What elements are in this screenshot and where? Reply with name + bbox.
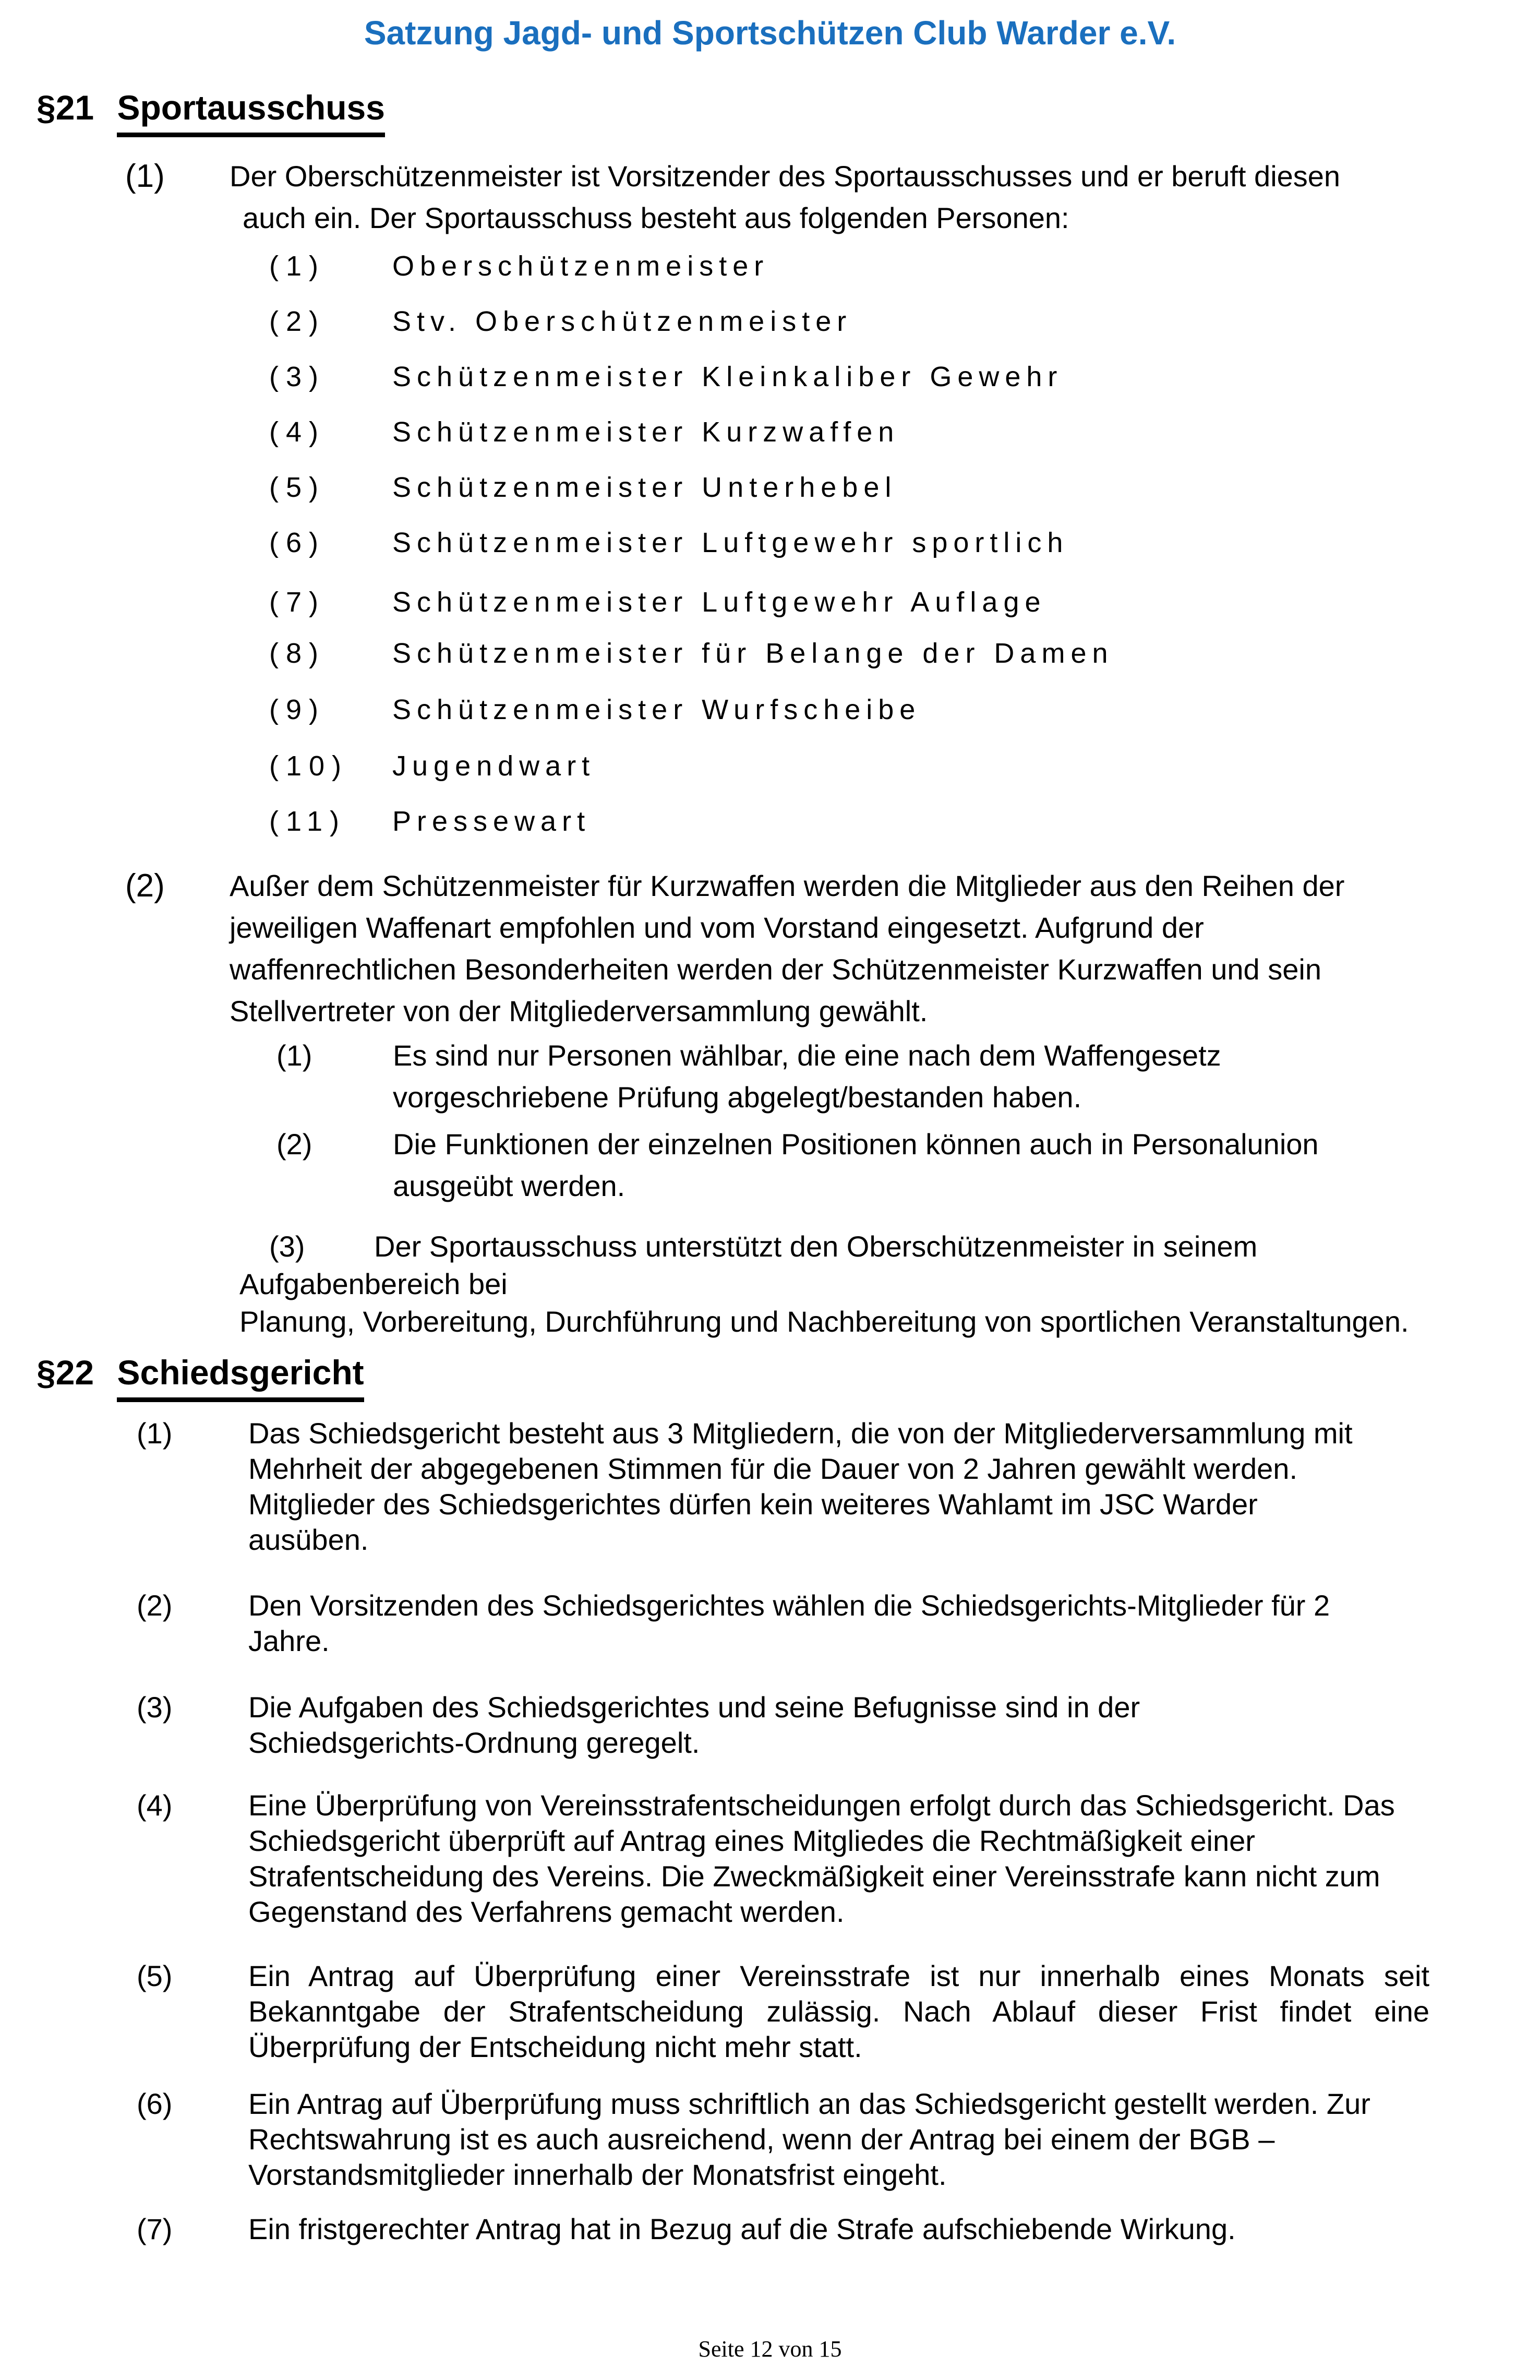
s21-sub1-line: Es sind nur Personen wählbar, die eine nach dem Waffengesetz — [393, 1039, 1221, 1072]
s22-item-6 — [137, 2086, 1429, 2193]
section-22-number: §22 — [37, 1353, 94, 1392]
list-item-marker: (2) — [269, 306, 326, 337]
s21-subitem-2 — [276, 1123, 1319, 1207]
s21-subitem-3-marker: (3) — [269, 1230, 305, 1263]
s21-subitem-2-marker: (2) — [276, 1128, 312, 1161]
list-item-label: Schützenmeister Luftgewehr Auflage — [392, 587, 1046, 618]
list-item — [269, 416, 899, 448]
list-item — [269, 250, 769, 282]
list-item-marker: (11) — [269, 806, 347, 837]
list-item-marker: (10) — [269, 750, 349, 782]
list-item-marker: (5) — [269, 472, 326, 503]
s22-item-3 — [137, 1690, 1429, 1761]
s22-item-3-line: Schiedsgerichts-Ordnung geregelt. — [248, 1726, 700, 1759]
s21-paragraph-2 — [125, 865, 1344, 1032]
s22-item-3-line: Die Aufgaben des Schiedsgerichtes und seine Befugnisse sind in der — [248, 1691, 1140, 1724]
s21-subitem-1-marker: (1) — [276, 1039, 312, 1072]
s22-item-5-line: Überprüfung der Entscheidung nicht mehr statt. — [248, 2030, 862, 2063]
s22-item-2-line: Den Vorsitzenden des Schiedsgerichtes wählen die Schiedsgerichts-Mitglieder für 2 — [248, 1589, 1330, 1622]
list-item — [269, 527, 1068, 558]
s21-paragraph-1 — [125, 156, 1340, 239]
s21-subitem-3 — [239, 1228, 1409, 1341]
list-item-marker: (8) — [269, 638, 326, 669]
s21-subitem-1 — [276, 1035, 1221, 1118]
s22-item-1-line: Mitglieder des Schiedsgerichtes dürfen kein weiteres Wahlamt im JSC Warder — [248, 1488, 1258, 1521]
s21-p2-line: Außer dem Schützenmeister für Kurzwaffen werden die Mitglieder aus den Reihen der — [230, 869, 1345, 902]
s22-item-4-line: Schiedsgericht überprüft auf Antrag eines Mitgliedes die Rechtmäßigkeit einer — [248, 1824, 1255, 1857]
list-item-marker: (6) — [269, 527, 326, 558]
list-item — [269, 587, 1046, 618]
s22-item-7 — [137, 2211, 1429, 2247]
s21-sub2-line: Die Funktionen der einzelnen Positionen können auch in Personalunion — [393, 1128, 1319, 1161]
list-item-marker: (4) — [269, 416, 326, 448]
s22-item-6-line: Ein Antrag auf Überprüfung muss schriftlich an das Schiedsgericht gestellt werden. Zur — [248, 2087, 1370, 2120]
s22-item-5-marker: (5) — [137, 1959, 173, 1992]
s22-item-7-line: Ein fristgerechter Antrag hat in Bezug auf die Strafe aufschiebende Wirkung. — [248, 2212, 1236, 2245]
s21-p2-line: jeweiligen Waffenart empfohlen und vom Vorstand eingesetzt. Aufgrund der — [230, 911, 1204, 944]
s21-p2-line: Stellvertreter von der Mitgliederversammlung gewählt. — [230, 995, 928, 1027]
s22-item-1-line: Mehrheit der abgegebenen Stimmen für die Dauer von 2 Jahren gewählt werden. — [248, 1452, 1297, 1485]
s22-item-6-marker: (6) — [137, 2087, 173, 2120]
s22-item-2-line: Jahre. — [248, 1624, 330, 1657]
list-item-label: Oberschützenmeister — [392, 250, 769, 282]
list-item — [269, 750, 595, 782]
section-22-title: Schiedsgericht — [117, 1353, 364, 1402]
section-22-heading — [37, 1353, 364, 1402]
s22-item-1 — [137, 1416, 1429, 1558]
list-item — [269, 306, 852, 337]
s21-sub3-line: Der Sportausschuss unterstützt den Oberschützenmeister in seinem — [374, 1230, 1258, 1263]
list-item-label: Pressewart — [392, 806, 591, 837]
list-item-marker: (7) — [269, 587, 326, 618]
list-item-marker: (9) — [269, 694, 326, 725]
list-item-label: Schützenmeister Kleinkaliber Gewehr — [392, 361, 1063, 392]
s22-item-1-marker: (1) — [137, 1417, 173, 1450]
section-21-title: Sportausschuss — [117, 88, 385, 137]
s22-item-1-line: ausüben. — [248, 1523, 369, 1556]
s22-item-6-line: Rechtswahrung ist es auch ausreichend, wenn der Antrag bei einem der BGB – — [248, 2123, 1275, 2156]
s21-sub1-line: vorgeschriebene Prüfung abgelegt/bestanden haben. — [393, 1081, 1082, 1114]
page-footer: Seite 12 von 15 — [698, 2336, 842, 2362]
s22-item-6-line: Vorstandsmitglieder innerhalb der Monatsfrist eingeht. — [248, 2158, 947, 2191]
section-21-heading — [37, 88, 385, 137]
s21-p1-line: auch ein. Der Sportausschuss besteht aus folgenden Personen: — [243, 201, 1069, 234]
document-title: Satzung Jagd- und Sportschützen Club Warder e.V. — [364, 14, 1176, 52]
list-item — [269, 638, 1114, 669]
list-item — [269, 694, 921, 725]
s22-item-5-line: Ein Antrag auf Überprüfung einer Vereinsstrafe ist nur innerhalb eines Monats seit — [248, 1959, 1429, 1992]
s21-p2-line: waffenrechtlichen Besonderheiten werden der Schützenmeister Kurzwaffen und sein — [230, 953, 1321, 986]
list-item-label: Stv. Oberschützenmeister — [392, 306, 852, 337]
s21-p1-line: Der Oberschützenmeister ist Vorsitzender des Sportausschusses und er beruft diesen — [230, 160, 1341, 193]
list-item-label: Jugendwart — [392, 750, 596, 782]
s21-sub3-line: Planung, Vorbereitung, Durchführung und Nachbereitung von sportlichen Veranstaltungen. — [239, 1305, 1409, 1338]
list-item — [269, 361, 1063, 392]
list-item-label: Schützenmeister für Belange der Damen — [392, 638, 1114, 669]
s22-item-4-line: Strafentscheidung des Vereins. Die Zweckmäßigkeit einer Vereinsstrafe kann nicht zum — [248, 1860, 1380, 1893]
list-item-label: Schützenmeister Kurzwaffen — [392, 416, 900, 448]
list-item-label: Schützenmeister Wurfscheibe — [392, 694, 921, 725]
section-21-number: §21 — [37, 88, 94, 127]
list-item-label: Schützenmeister Unterhebel — [392, 472, 897, 503]
s22-item-4-line: Gegenstand des Verfahrens gemacht werden. — [248, 1895, 845, 1928]
s21-sub3-line: Aufgabenbereich bei — [239, 1267, 508, 1300]
list-item — [269, 472, 897, 503]
s22-item-3-marker: (3) — [137, 1691, 173, 1724]
s22-item-2 — [137, 1588, 1429, 1659]
s21-paragraph-1-marker: (1) — [125, 158, 165, 194]
s22-item-5-line: Bekanntgabe der Strafentscheidung zulässig. Nach Ablauf dieser Frist findet eine — [248, 1995, 1429, 2028]
s21-paragraph-2-marker: (2) — [125, 868, 165, 904]
s22-item-2-marker: (2) — [137, 1589, 173, 1622]
s22-item-5 — [137, 1958, 1429, 2065]
list-item-label: Schützenmeister Luftgewehr sportlich — [392, 527, 1069, 558]
s22-item-7-marker: (7) — [137, 2212, 173, 2245]
s21-sub2-line: ausgeübt werden. — [393, 1169, 625, 1202]
s22-item-4-marker: (4) — [137, 1789, 173, 1822]
list-item — [269, 806, 591, 837]
list-item-marker: (3) — [269, 361, 326, 392]
s22-item-4 — [137, 1788, 1429, 1930]
list-item-marker: (1) — [269, 250, 326, 282]
s22-item-1-line: Das Schiedsgericht besteht aus 3 Mitgliedern, die von der Mitgliederversammlung mit — [248, 1417, 1353, 1450]
s22-item-4-line: Eine Überprüfung von Vereinsstrafentscheidungen erfolgt durch das Schiedsgericht. Das — [248, 1789, 1395, 1822]
